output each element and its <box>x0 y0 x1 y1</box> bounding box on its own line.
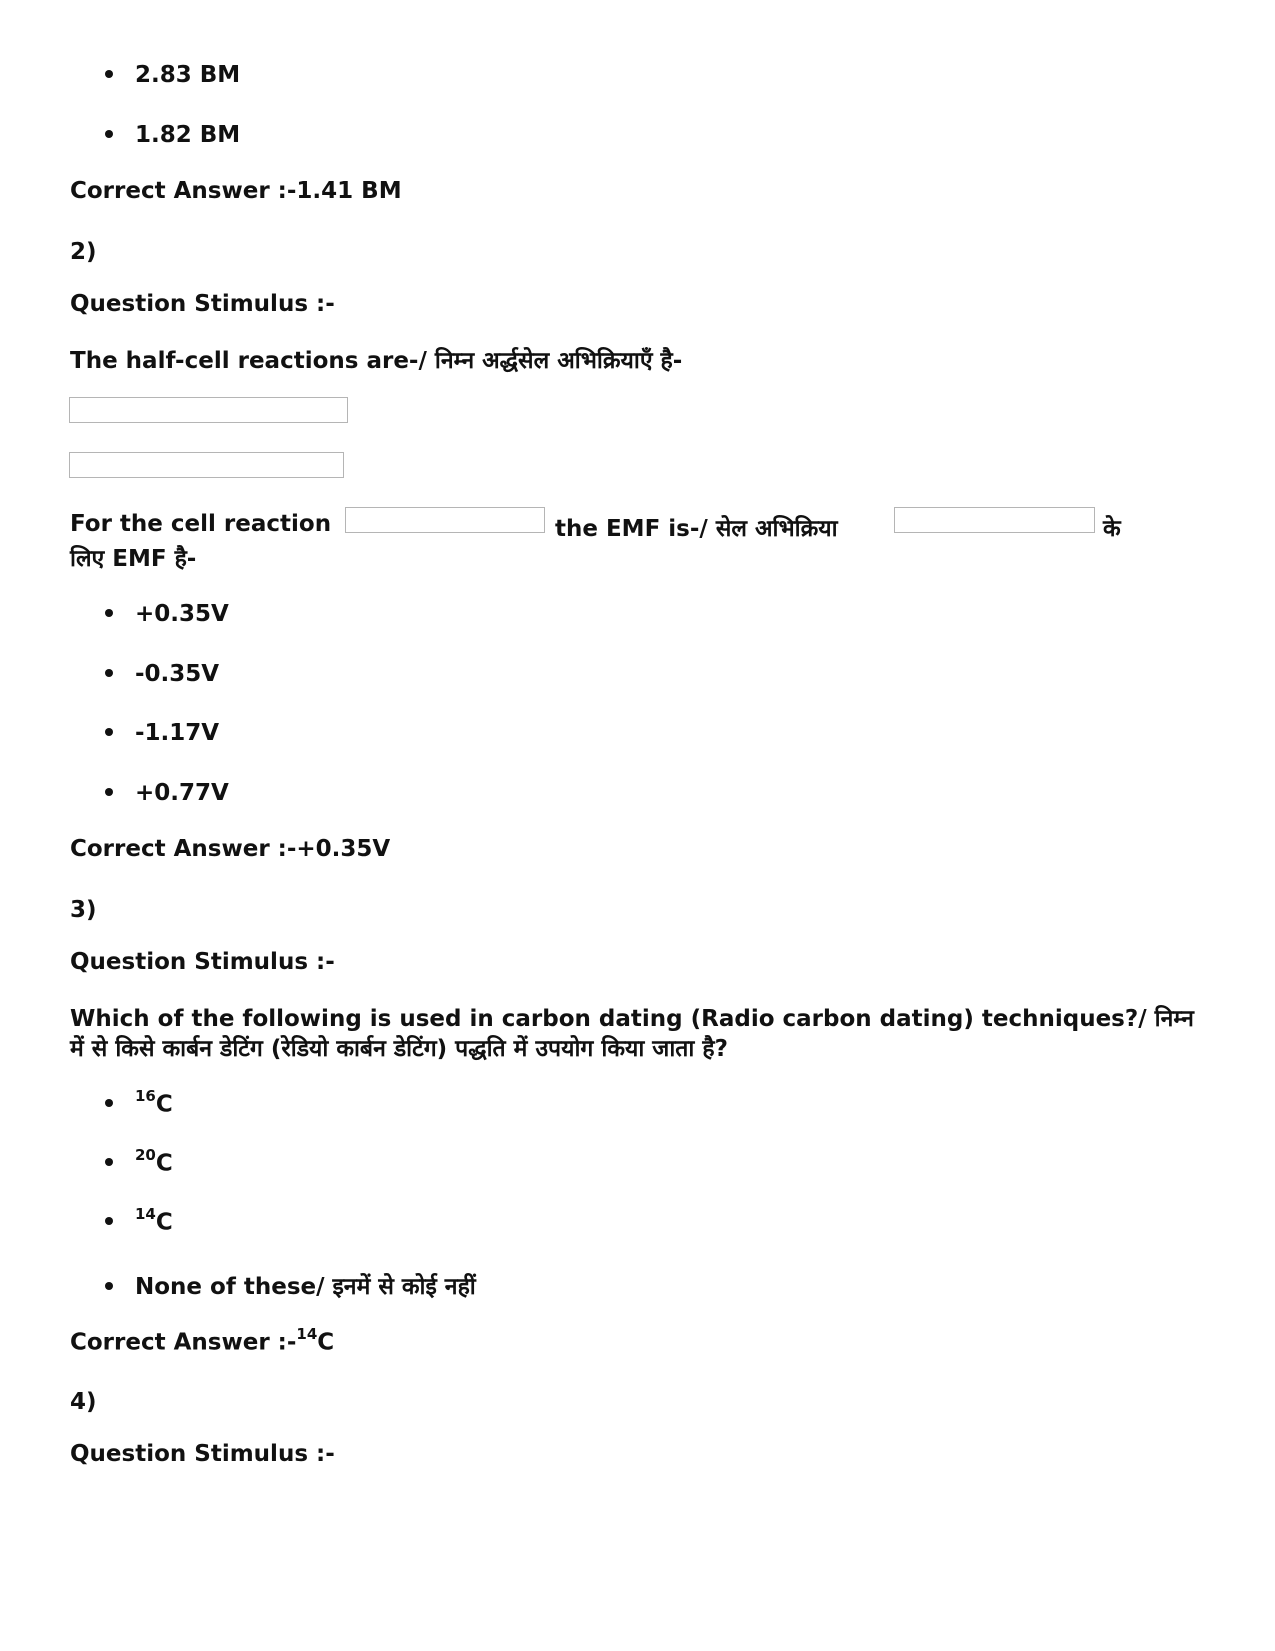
q3-correct-answer <box>70 1327 334 1356</box>
q3-option-2 <box>105 1148 173 1177</box>
half-cell-reaction-image-1 <box>69 397 348 423</box>
q2-correct-answer <box>70 836 390 862</box>
option-text: 2.83 BM <box>135 62 241 88</box>
q2-option-4 <box>105 780 229 806</box>
option-text: None of these/ इनमें से कोई नहीं <box>135 1274 476 1300</box>
q4-number: 4) <box>70 1389 97 1415</box>
correct-answer-label: Correct Answer :- <box>70 178 297 204</box>
correct-answer-value: 1.41 BM <box>296 178 402 204</box>
option-text: C <box>155 1091 173 1118</box>
isotope-mass-number: 16 <box>135 1087 156 1105</box>
q3-option-3 <box>105 1207 173 1236</box>
q2-stimulus-label: Question Stimulus :- <box>70 291 335 317</box>
q3-stimulus-label: Question Stimulus :- <box>70 949 335 975</box>
cell-reaction-image-1 <box>345 507 545 533</box>
option-text: C <box>155 1150 173 1177</box>
option-text: -0.35V <box>135 661 220 687</box>
option-text: 1.82 BM <box>135 122 241 148</box>
correct-answer-value: +0.35V <box>296 836 391 862</box>
q3-stem-line-2: में से किसे कार्बन डेटिंग (रेडियो कार्बन डेटिंग) पद्धति में उपयोग किया जाता है? <box>70 1036 728 1062</box>
correct-answer-label: Correct Answer :- <box>70 836 297 862</box>
q3-option-4 <box>105 1269 476 1301</box>
bullet-icon <box>105 609 113 617</box>
option-text: +0.77V <box>135 780 229 806</box>
bullet-icon <box>105 1158 113 1166</box>
q2-option-2 <box>105 661 219 687</box>
bullet-icon <box>105 1282 113 1290</box>
q1-option-2 <box>105 122 240 148</box>
q3-option-1 <box>105 1089 173 1118</box>
half-cell-reaction-image-2 <box>69 452 344 478</box>
q3-number: 3) <box>70 897 97 923</box>
bullet-icon <box>105 70 113 78</box>
q2-option-3 <box>105 720 219 746</box>
isotope-mass-number: 14 <box>135 1205 156 1223</box>
q2-cell-reaction-text-1: For the cell reaction <box>70 511 332 537</box>
correct-answer-label: Correct Answer :- <box>70 1329 297 1356</box>
q2-stem: The half-cell reactions are-/ निम्न अर्द्धसेल अभिक्रियाएँ है- <box>70 348 683 374</box>
option-text: -1.17V <box>135 720 220 746</box>
q2-cell-reaction-text-4: लिए EMF है- <box>70 546 197 572</box>
q2-number: 2) <box>70 239 97 265</box>
bullet-icon <box>105 130 113 138</box>
option-text: C <box>155 1209 173 1236</box>
option-text: +0.35V <box>135 601 229 627</box>
bullet-icon <box>105 1217 113 1225</box>
q2-option-1 <box>105 601 229 627</box>
bullet-icon <box>105 669 113 677</box>
q2-cell-reaction-text-3: के <box>1103 516 1121 542</box>
cell-reaction-image-2 <box>894 507 1095 533</box>
bullet-icon <box>105 728 113 736</box>
q3-stem-line-1: Which of the following is used in carbon dating (Radio carbon dating) techniques?/ निम्न <box>70 1006 1194 1032</box>
bullet-icon <box>105 788 113 796</box>
q4-stimulus-label: Question Stimulus :- <box>70 1441 335 1467</box>
correct-answer-value: C <box>317 1329 335 1356</box>
q2-cell-reaction-text-2: the EMF is-/ सेल अभिक्रिया <box>555 516 838 542</box>
isotope-mass-number: 20 <box>135 1146 156 1164</box>
q1-option-1 <box>105 62 240 88</box>
bullet-icon <box>105 1099 113 1107</box>
isotope-mass-number: 14 <box>296 1325 318 1343</box>
q1-correct-answer <box>70 178 402 204</box>
